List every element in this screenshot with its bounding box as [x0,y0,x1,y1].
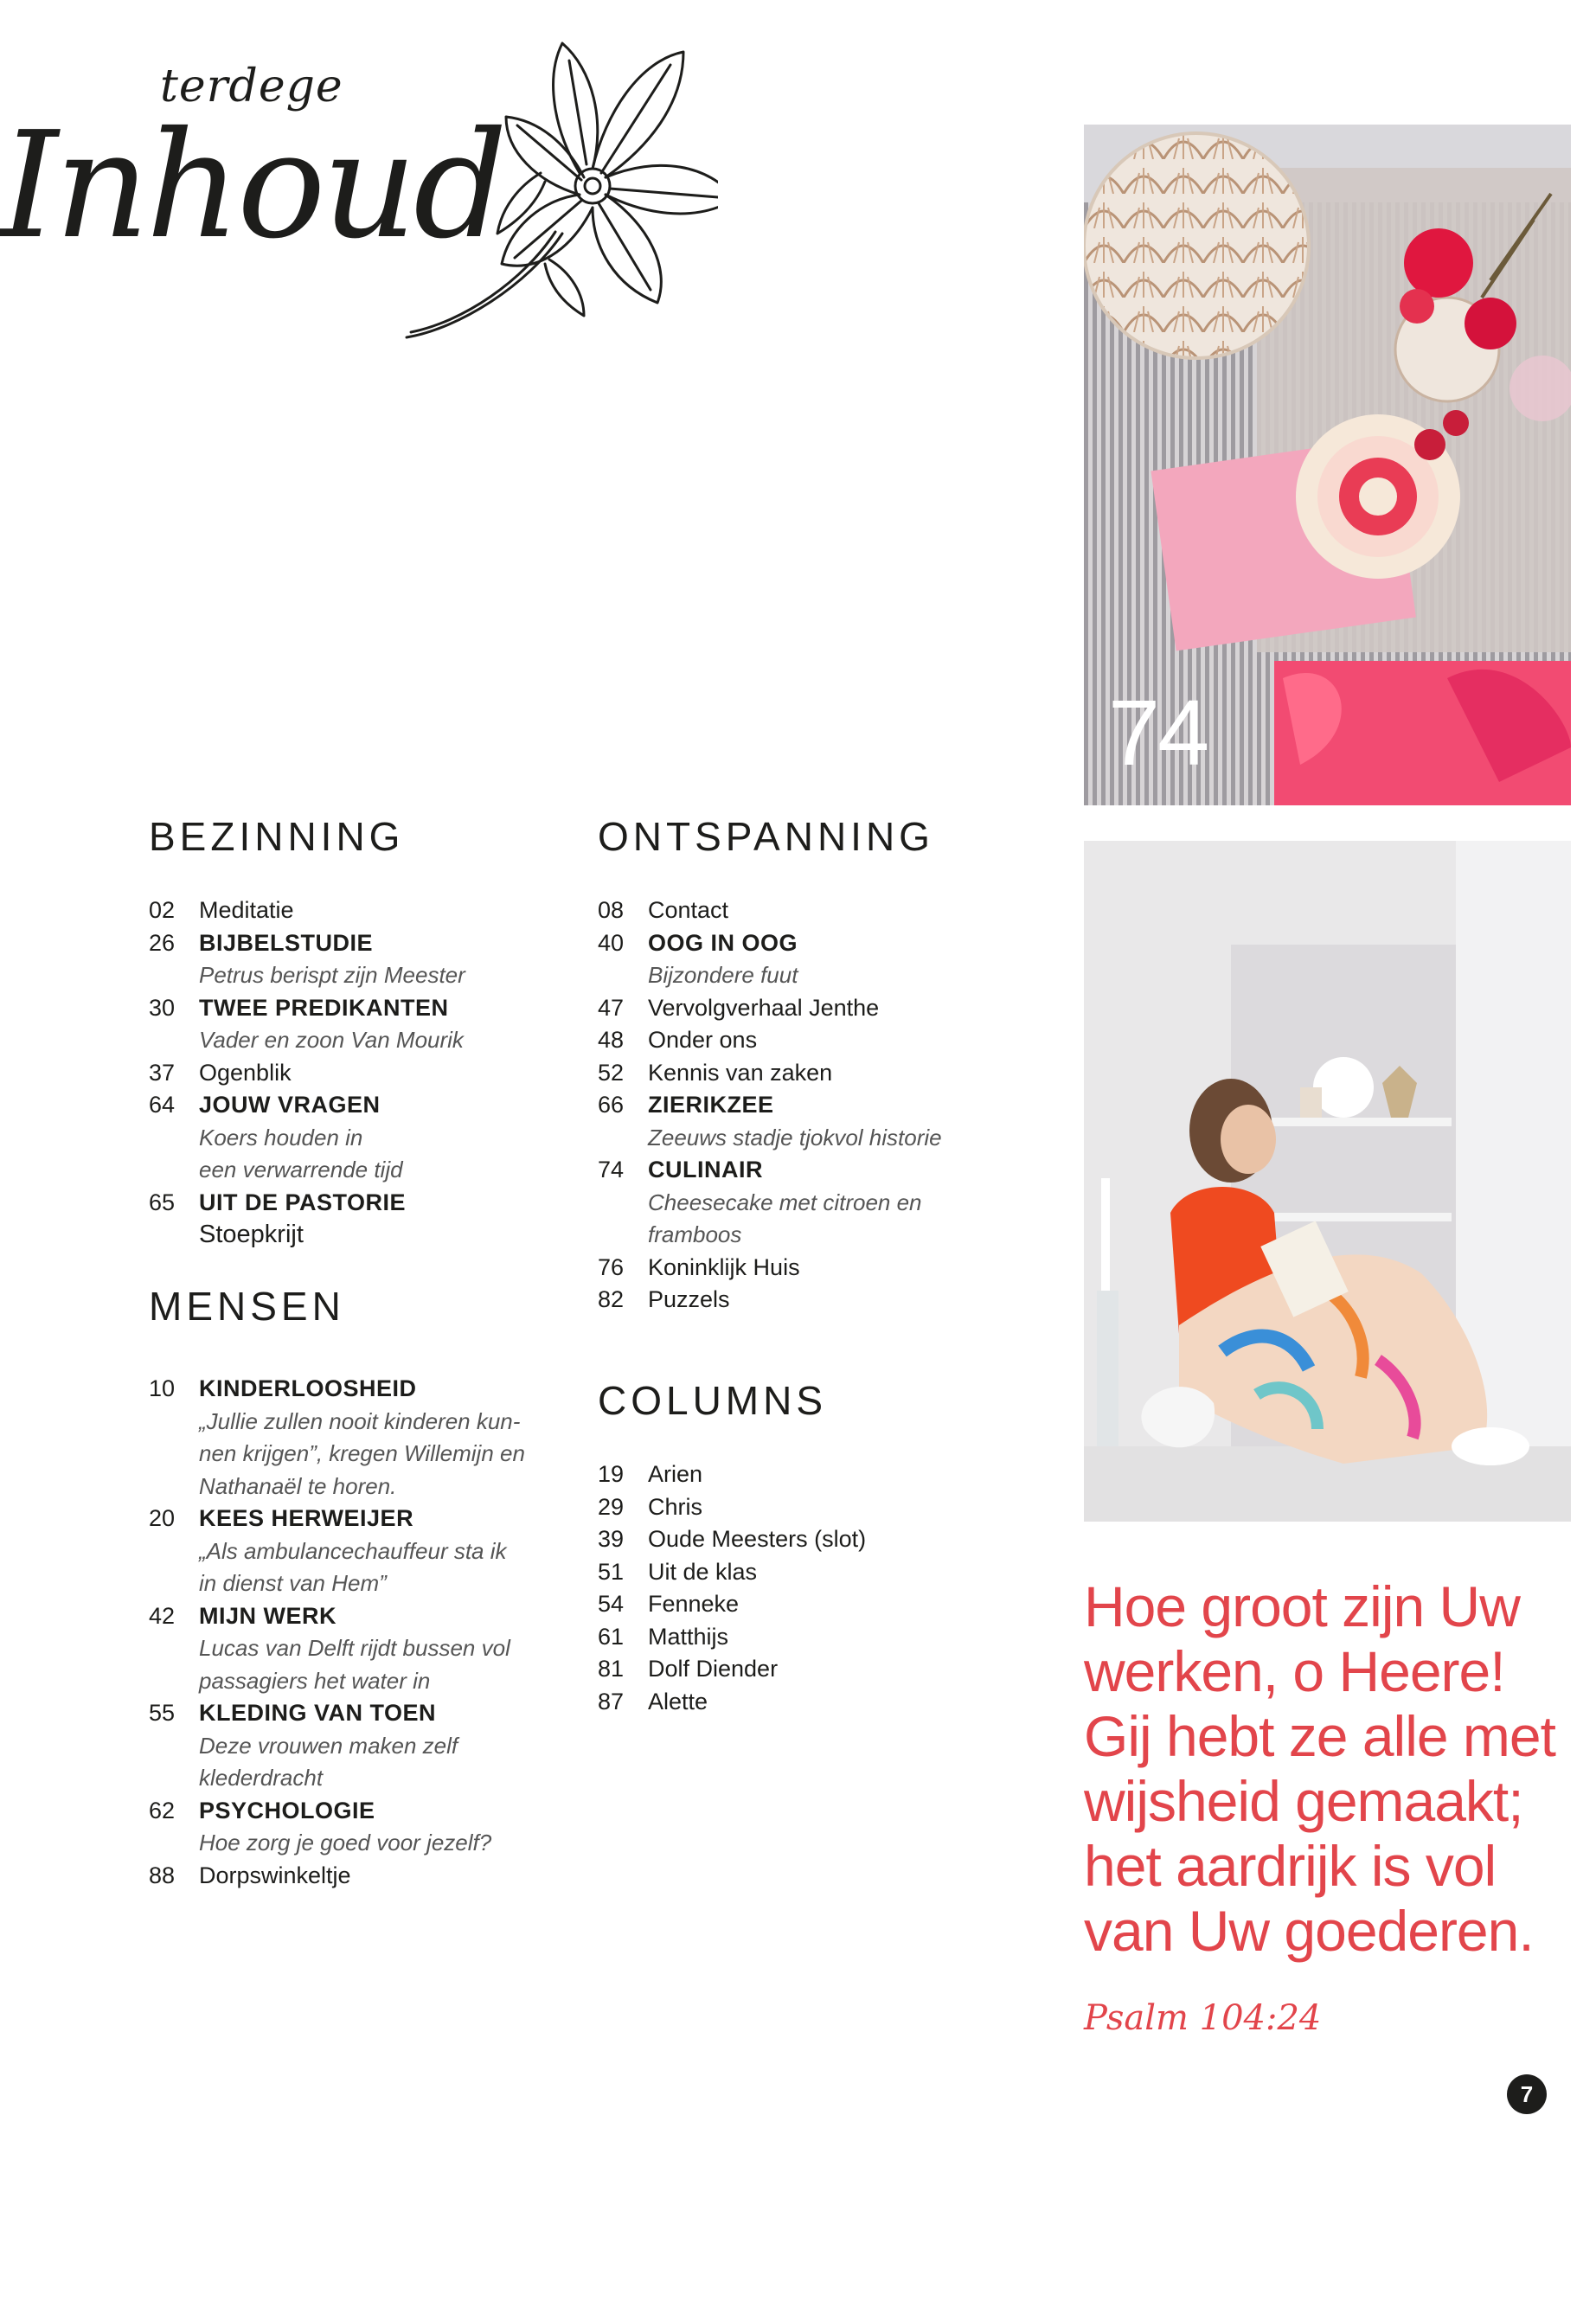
entry-label: Contact [648,897,729,923]
page-ref: 52 [598,1059,625,1086]
page-ref: 08 [598,897,625,923]
entry-subtitle: Petrus berispt zijn Meester [199,962,465,988]
entry-label: Puzzels [648,1286,730,1312]
page-ref: 47 [598,994,625,1021]
toc-entry[interactable] [598,1252,1030,1285]
entry-label: Dolf Diender [648,1656,779,1682]
entry-subtitle: „Als ambulancechauffeur sta ik [199,1537,507,1564]
quote-source: Psalm 104:24 [1084,1998,1322,2038]
entry-label: Fenneke [648,1591,740,1617]
masthead [0,0,709,363]
entry-label: Vervolgverhaal Jenthe [648,994,880,1021]
quote-line: Gij hebt ze alle met [1084,1704,1555,1768]
toc-entry[interactable] [598,894,1030,927]
entry-label: Kennis van zaken [648,1059,833,1086]
section-bezinning [149,813,581,1252]
page-ref: 26 [149,929,176,956]
entry-label: Alette [648,1688,708,1715]
entry-label: JOUW VRAGEN [199,1092,381,1118]
toc-entry[interactable] [149,1503,581,1535]
photo-woman-reading-illustration [1084,841,1571,1522]
page-ref: 82 [598,1286,625,1312]
toc-entry[interactable] [149,1697,581,1730]
toc-entry[interactable] [149,1089,581,1122]
entry-subtitle: Lucas van Delft rijdt bussen vol [199,1635,510,1661]
toc-entry[interactable] [598,1523,1030,1556]
toc-entry[interactable] [149,1600,581,1633]
entry-label: Ogenblik [199,1059,292,1086]
entry-label: Uit de klas [648,1558,758,1585]
toc-entry[interactable] [149,1187,581,1220]
page-ref: 42 [149,1602,176,1629]
page-ref: 29 [598,1493,625,1520]
toc-entry[interactable] [149,1795,581,1828]
section-mensen [149,1283,581,1892]
toc-entry[interactable] [149,927,581,960]
page-ref: 88 [149,1862,176,1888]
page-ref: 40 [598,929,625,956]
toc-entry[interactable] [598,1686,1030,1719]
entry-label: MIJN WERK [199,1602,337,1629]
toc-entry[interactable] [149,992,581,1025]
page-ref: 66 [598,1092,625,1118]
toc-entry[interactable] [598,1556,1030,1589]
page-ref: 62 [149,1797,176,1823]
toc-entry[interactable] [598,1653,1030,1686]
entry-label: KINDERLOOSHEID [199,1375,417,1401]
entry-label: PSYCHOLOGIE [199,1797,375,1823]
toc-entry[interactable] [598,1024,1030,1057]
toc-entry[interactable] [598,927,1030,960]
page-ref: 19 [598,1461,625,1487]
entry-label: Meditatie [199,897,294,923]
toc-entry[interactable] [149,894,581,927]
entry-label: KLEDING VAN TOEN [199,1700,437,1726]
entry-label: Chris [648,1493,703,1520]
page-title: Inhoud [0,100,504,272]
entry-subtitle: een verwarrende tijd [199,1157,403,1183]
brand-logo: terdege [160,61,343,112]
entry-label: BIJBELSTUDIE [199,929,374,956]
page-ref: 30 [149,994,176,1021]
entry-label: Onder ons [648,1027,758,1053]
entry-label: TWEE PREDIKANTEN [199,994,449,1021]
quote-line: het aardrijk is vol [1084,1834,1497,1898]
quote-line: Hoe groot zijn Uw [1084,1574,1520,1638]
photo-woman-reading[interactable] [1084,841,1571,1522]
entry-subtitle: Hoe zorg je goed voor jezelf? [199,1830,492,1856]
page-ref: 65 [149,1189,176,1215]
page-ref: 10 [149,1375,176,1401]
section-title: BEZINNING [149,814,405,859]
scripture-quote [1084,1574,1586,1964]
page-ref: 76 [598,1253,625,1280]
toc-entry[interactable] [598,1057,1030,1090]
entry-subtitle: in dienst van Hem” [199,1570,387,1596]
page-number-badge: 7 [1507,2074,1547,2114]
page-ref: 37 [149,1059,176,1086]
entry-subtitle: Bijzondere fuut [648,962,798,988]
entry-subtitle: klederdracht [199,1765,324,1791]
section-ontspanning [598,813,1030,1317]
entry-label: OOG IN OOG [648,929,798,956]
page-ref: 48 [598,1027,625,1053]
entry-subtitle: Cheesecake met citroen en [648,1189,922,1215]
entry-label: KEES HERWEIJER [199,1505,414,1531]
toc-entry[interactable] [598,1458,1030,1491]
quote-line: van Uw goederen. [1084,1899,1534,1963]
entry-subtitle: Zeeuws stadje tjokvol historie [648,1124,942,1150]
toc-entry[interactable] [598,1154,1030,1187]
toc-entry[interactable] [598,1284,1030,1317]
page-ref: 81 [598,1656,625,1682]
toc-entry[interactable] [598,1491,1030,1524]
entry-subtitle: „Jullie zullen nooit kinderen kun- [199,1407,521,1434]
quote-line: werken, o Heere! [1084,1639,1505,1703]
entry-subtitle: Deze vrouwen maken zelf [199,1732,458,1759]
entry-label: Koninklijk Huis [648,1253,800,1280]
page-ref: 87 [598,1688,625,1715]
section-title: COLUMNS [598,1378,828,1423]
page-ref: 39 [598,1526,625,1552]
entry-label: CULINAIR [648,1157,763,1183]
toc-entry[interactable] [149,1860,581,1893]
toc-entry[interactable] [149,1057,581,1090]
toc-entry[interactable] [598,1621,1030,1654]
page-ref: 61 [598,1623,625,1650]
toc-entry[interactable] [598,1588,1030,1621]
entry-subtitle: Stoepkrijt [199,1221,304,1248]
photo-cheesecake-table[interactable] [1084,125,1571,805]
section-title: MENSEN [149,1284,345,1329]
entry-subtitle: Vader en zoon Van Mourik [199,1027,464,1053]
toc-entry[interactable] [598,992,1030,1025]
entry-label: Oude Meesters (slot) [648,1526,867,1552]
page-ref: 54 [598,1591,625,1617]
photo-page-number: 74 [1108,680,1208,785]
entry-label: UIT DE PASTORIE [199,1189,407,1215]
page-ref: 64 [149,1092,176,1118]
page-ref: 20 [149,1505,176,1531]
entry-label: ZIERIKZEE [648,1092,774,1118]
entry-subtitle: Koers houden in [199,1124,363,1150]
entry-label: Dorpswinkeltje [199,1862,351,1888]
entry-label: Matthijs [648,1623,729,1650]
page-ref: 74 [598,1157,625,1183]
quote-line: wijsheid gemaakt; [1084,1769,1523,1833]
page-ref: 55 [149,1700,176,1726]
entry-label: Arien [648,1461,703,1487]
page-ref: 51 [598,1558,625,1585]
page-ref: 02 [149,897,176,923]
entry-subtitle: framboos [648,1221,742,1247]
entry-subtitle: nen krijgen”, kregen Willemijn en [199,1440,525,1466]
section-columns [598,1377,1030,1718]
section-title: ONTSPANNING [598,814,934,859]
toc-entry[interactable] [149,1373,581,1406]
toc-entry[interactable] [598,1089,1030,1122]
entry-subtitle: passagiers het water in [199,1667,431,1694]
entry-subtitle: Nathanaël te horen. [199,1472,397,1499]
